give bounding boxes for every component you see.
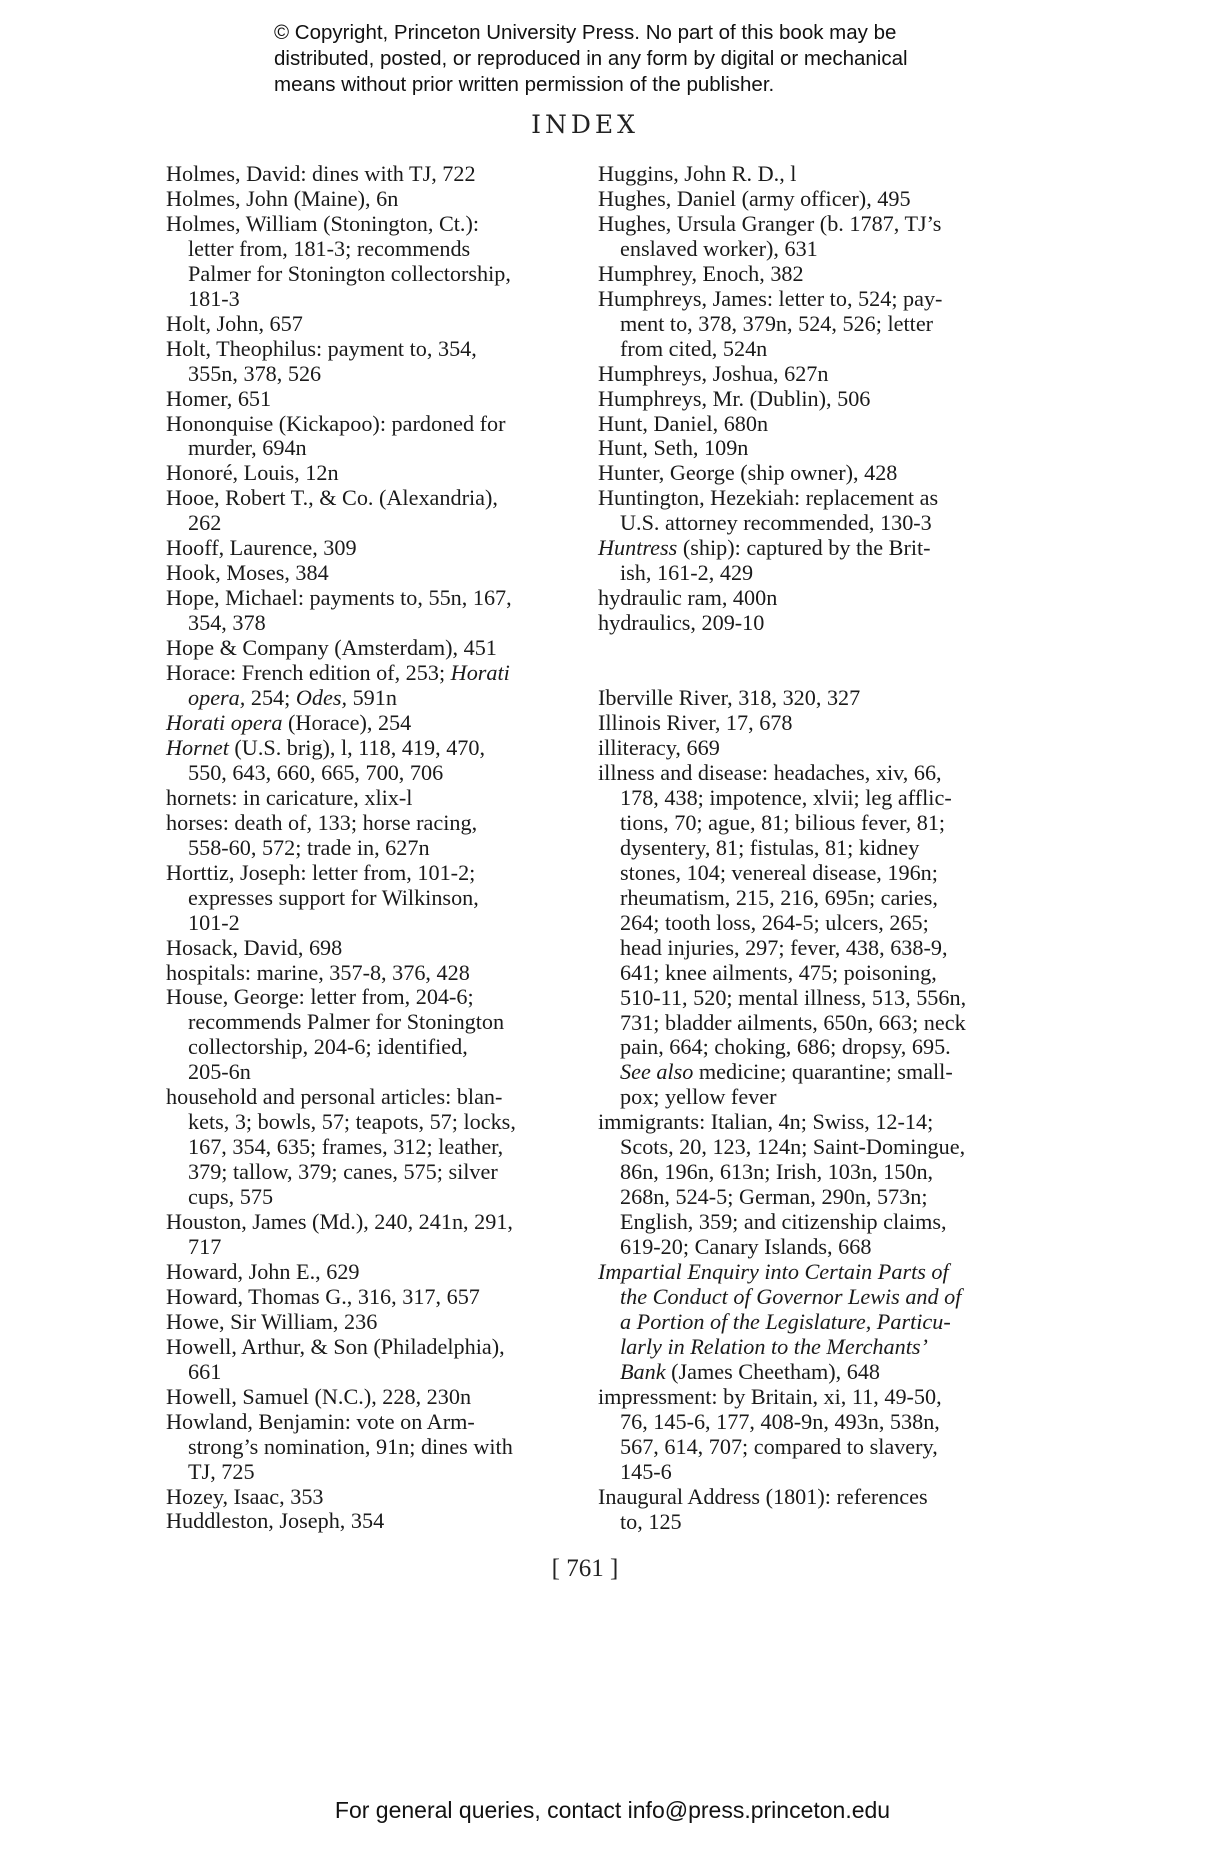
entry-text: hospitals: marine, 357-8, 376, 428 [166, 959, 470, 985]
entry-text: collectorship, 204-6; identified, [188, 1034, 468, 1060]
index-entry [166, 486, 566, 536]
entry-text: Honoré, Louis, 12n [166, 460, 339, 486]
entry-text: Holmes, William (Stonington, Ct.): [166, 210, 480, 236]
entry-text: Howell, Samuel (N.C.), 228, 230n [166, 1383, 472, 1409]
index-entry [598, 686, 1018, 711]
index-entry [166, 985, 566, 1085]
copyright-line: © Copyright, Princeton University Press. No part of this book may be [274, 21, 897, 44]
index-entry [166, 636, 566, 661]
index-entry [166, 1085, 566, 1210]
entry-text: Horttiz, Joseph: letter from, 101-2; [166, 859, 476, 885]
entry-text: Hunt, Seth, 109n [598, 435, 749, 461]
index-entry [598, 362, 1018, 387]
entry-text: 591n [347, 685, 397, 711]
entry-text: head injuries, 297; fever, 438, 638-9, [620, 934, 948, 960]
index-entry [166, 187, 566, 212]
index-entry [598, 187, 1018, 212]
index-entry [166, 1335, 566, 1385]
italic-text: a Portion of the Legislature, Particu- [620, 1308, 951, 1334]
entry-text: Hook, Moses, 384 [166, 560, 329, 586]
italic-text: Impartial Enquiry into Certain Parts of [598, 1259, 949, 1285]
entry-text: kets, 3; bowls, 57; teapots, 57; locks, [188, 1109, 516, 1135]
index-entry [166, 861, 566, 936]
entry-text: Howell, Arthur, & Son (Philadelphia), [166, 1333, 505, 1359]
entry-text: English, 359; and citizenship claims, [620, 1209, 947, 1235]
entry-text: 254; [245, 685, 296, 711]
entry-text: hydraulics, 209-10 [598, 610, 765, 636]
entry-text: 181-3 [188, 285, 240, 311]
index-entry [598, 387, 1018, 412]
index-entry [166, 1260, 566, 1285]
entry-text: cups, 575 [188, 1184, 274, 1210]
index-entry [166, 536, 566, 561]
index-entry [598, 486, 1018, 536]
entry-text: rheumatism, 215, 216, 695n; caries, [620, 884, 938, 910]
index-entry [598, 461, 1018, 486]
index-entry [166, 961, 566, 986]
index-entry [166, 162, 566, 187]
entry-text: Hughes, Ursula Granger (b. 1787, TJ’s [598, 210, 942, 236]
index-entry [598, 262, 1018, 287]
entry-text: Huggins, John R. D., l [598, 161, 797, 186]
entry-text: stones, 104; venereal disease, 196n; [620, 859, 938, 885]
entry-text: Hughes, Daniel (army officer), 495 [598, 185, 911, 211]
entry-text: 268n, 524-5; German, 290n, 573n; [620, 1184, 928, 1210]
entry-text: 178, 438; impotence, xlvii; leg afflic- [620, 784, 952, 810]
entry-text: Hunter, George (ship owner), 428 [598, 460, 898, 486]
entry-text: House, George: letter from, 204-6; [166, 984, 474, 1010]
entry-text: Howard, John E., 629 [166, 1258, 360, 1284]
index-entry [166, 811, 566, 861]
entry-text: expresses support for Wilkinson, [188, 884, 479, 910]
entry-text: (James Cheetham), 648 [665, 1358, 881, 1384]
entry-text: Howard, Thomas G., 316, 317, 657 [166, 1283, 480, 1309]
entry-text: Hooff, Laurence, 309 [166, 535, 357, 561]
index-entry [166, 786, 566, 811]
entry-text: Hope, Michael: payments to, 55n, 167, [166, 585, 512, 611]
contact-footer: For general queries, contact info@press.princeton.edu [334, 1797, 891, 1823]
entry-text: Hozey, Isaac, 353 [166, 1483, 324, 1509]
entry-text: 86n, 196n, 613n; Irish, 103n, 150n, [620, 1159, 934, 1185]
entry-text: Holt, John, 657 [166, 310, 303, 336]
entry-text: dysentery, 81; fistulas, 81; kidney [620, 834, 920, 860]
index-entry [166, 736, 566, 786]
index-entry [166, 586, 566, 636]
entry-text: Scots, 20, 123, 124n; Saint-Domingue, [620, 1134, 966, 1160]
index-entry [166, 1385, 566, 1410]
entry-text: strong’s nomination, 91n; dines with [188, 1433, 513, 1459]
italic-text: Bank [620, 1358, 666, 1384]
index-entry [166, 461, 566, 486]
copyright-line: distributed, posted, or reproduced in any form by digital or mechanical [274, 47, 908, 70]
entry-text: illness and disease: headaches, xiv, 66, [598, 759, 942, 785]
page-number: [ 761 ] [551, 1555, 619, 1582]
entry-text: Humphreys, Mr. (Dublin), 506 [598, 385, 871, 411]
entry-text: (U.S. brig), l, 118, 419, 470, [228, 734, 486, 760]
index-entry [166, 1410, 566, 1485]
index-entry [166, 337, 566, 387]
entry-text: hydraulic ram, 400n [598, 585, 778, 611]
entry-text: immigrants: Italian, 4n; Swiss, 12-14; [598, 1109, 934, 1135]
entry-text: illiteracy, 669 [598, 735, 720, 761]
index-entry [166, 1210, 566, 1260]
index-entry [598, 761, 1018, 1110]
entry-text: 510-11, 520; mental illness, 513, 556n, [620, 984, 967, 1010]
entry-text: ment to, 378, 379n, 524, 526; letter [620, 310, 934, 336]
index-entry [598, 1110, 1018, 1260]
index-entry [598, 287, 1018, 362]
italic-text: Hornet [166, 734, 229, 760]
entry-text: Hosack, David, 698 [166, 934, 343, 960]
entry-text: tions, 70; ague, 81; bilious fever, 81; [620, 809, 946, 835]
entry-text: enslaved worker), 631 [620, 235, 818, 261]
entry-text: Howe, Sir William, 236 [166, 1308, 378, 1334]
index-entry [598, 736, 1018, 761]
index-entry [598, 212, 1018, 262]
entry-text: 731; bladder ailments, 650n, 663; neck [620, 1009, 966, 1035]
page-heading: INDEX [531, 110, 639, 139]
entry-text: hornets: in caricature, xlix-l [166, 784, 413, 810]
entry-text: recommends Palmer for Stonington [188, 1009, 505, 1035]
entry-text: Hononquise (Kickapoo): pardoned for [166, 410, 506, 436]
copyright-notice [274, 20, 994, 98]
index-entry [598, 412, 1018, 437]
entry-text: Hunt, Daniel, 680n [598, 410, 769, 436]
entry-text: Houston, James (Md.), 240, 241n, 291, [166, 1209, 513, 1235]
entry-text: household and personal articles: blan- [166, 1084, 503, 1110]
index-entry [166, 1310, 566, 1335]
entry-text: pain, 664; choking, 686; dropsy, 695. [620, 1034, 951, 1060]
entry-text: Humphreys, James: letter to, 524; pay- [598, 285, 943, 311]
entry-text: Holmes, John (Maine), 6n [166, 185, 399, 211]
index-entry [598, 1260, 1018, 1385]
index-column-left [166, 162, 566, 1534]
entry-text: Huddleston, Joseph, 354 [166, 1508, 385, 1534]
entry-text: 101-2 [188, 909, 240, 935]
entry-text: U.S. attorney recommended, 130-3 [620, 510, 932, 536]
index-entry [166, 1509, 566, 1534]
entry-text: 167, 354, 635; frames, 312; leather, [188, 1134, 504, 1160]
italic-text: See also [620, 1059, 694, 1085]
entry-text: (Horace), 254 [282, 709, 412, 735]
entry-text: 354, 378 [188, 610, 266, 636]
entry-text: 558-60, 572; trade in, 627n [188, 834, 430, 860]
italic-text: opera, [188, 685, 246, 711]
index-entry [166, 711, 566, 736]
index-entry [166, 561, 566, 586]
index-entry [598, 162, 1018, 187]
entry-text: to, 125 [620, 1508, 682, 1534]
entry-text: impressment: by Britain, xi, 11, 49-50, [598, 1383, 942, 1409]
italic-text: the Conduct of Governor Lewis and of [620, 1283, 962, 1309]
entry-text: 264; tooth loss, 264-5; ulcers, 265; [620, 909, 929, 935]
italic-text: larly in Relation to the Merchants’ [620, 1333, 928, 1359]
index-entry [598, 611, 1018, 636]
index-entry [598, 1385, 1018, 1485]
entry-text: Howland, Benjamin: vote on Arm- [166, 1408, 475, 1434]
entry-text: 355n, 378, 526 [188, 360, 322, 386]
entry-text: Humphrey, Enoch, 382 [598, 260, 804, 286]
entry-text: 205-6n [188, 1059, 251, 1085]
index-entry [166, 212, 566, 312]
entry-text: 717 [188, 1233, 222, 1259]
entry-text: letter from, 181-3; recommends [188, 235, 471, 261]
entry-text: 379; tallow, 379; canes, 575; silver [188, 1159, 498, 1185]
entry-text: Humphreys, Joshua, 627n [598, 360, 829, 386]
index-entry [166, 387, 566, 412]
entry-text: Holt, Theophilus: payment to, 354, [166, 335, 477, 361]
italic-text: Odes, [295, 685, 348, 711]
entry-text: pox; yellow fever [620, 1084, 777, 1110]
index-entry [166, 1485, 566, 1510]
entry-text: 262 [188, 510, 222, 536]
entry-text: horses: death of, 133; horse racing, [166, 809, 478, 835]
index-entry [598, 586, 1018, 611]
entry-text: 641; knee ailments, 475; poisoning, [620, 959, 937, 985]
entry-text: TJ, 725 [188, 1458, 255, 1484]
entry-text: 661 [188, 1358, 222, 1384]
entry-text: Huntington, Hezekiah: replacement as [598, 485, 939, 511]
index-entry [598, 536, 1018, 586]
index-column-right [598, 162, 1018, 1535]
entry-text: 619-20; Canary Islands, 668 [620, 1234, 872, 1260]
entry-text: 76, 145-6, 177, 408-9n, 493n, 538n, [620, 1408, 940, 1434]
italic-text: Horati opera [166, 709, 283, 735]
index-entry [598, 711, 1018, 736]
entry-text: Homer, 651 [166, 385, 272, 411]
index-entry [598, 436, 1018, 461]
entry-text: medicine; quarantine; small- [693, 1059, 953, 1085]
index-entry [166, 661, 566, 711]
entry-text: (ship): captured by the Brit- [677, 535, 931, 561]
italic-text: Horati [450, 660, 510, 686]
index-entry [166, 412, 566, 462]
italic-text: Huntress [598, 535, 678, 561]
entry-text: Hope & Company (Amsterdam), 451 [166, 635, 497, 661]
entry-text: Iberville River, 318, 320, 327 [598, 685, 861, 711]
entry-text: Illinois River, 17, 678 [598, 710, 793, 736]
index-entry [598, 1485, 1018, 1535]
entry-text: Horace: French edition of, 253; [166, 660, 451, 686]
entry-text: ish, 161-2, 429 [620, 560, 754, 586]
entry-text: Hooe, Robert T., & Co. (Alexandria), [166, 485, 498, 511]
index-entry [166, 1285, 566, 1310]
index-entry [166, 936, 566, 961]
entry-text: murder, 694n [188, 435, 307, 461]
entry-text: Inaugural Address (1801): references [598, 1483, 928, 1509]
entry-text: from cited, 524n [620, 335, 768, 361]
entry-text: 145-6 [620, 1458, 672, 1484]
entry-text: 567, 614, 707; compared to slavery, [620, 1433, 938, 1459]
entry-text: 550, 643, 660, 665, 700, 706 [188, 759, 444, 785]
copyright-line: means without prior written permission of the publisher. [274, 73, 775, 96]
entry-text: Holmes, David: dines with TJ, 722 [166, 161, 476, 186]
entry-text: Palmer for Stonington collectorship, [188, 260, 511, 286]
index-entry [166, 312, 566, 337]
